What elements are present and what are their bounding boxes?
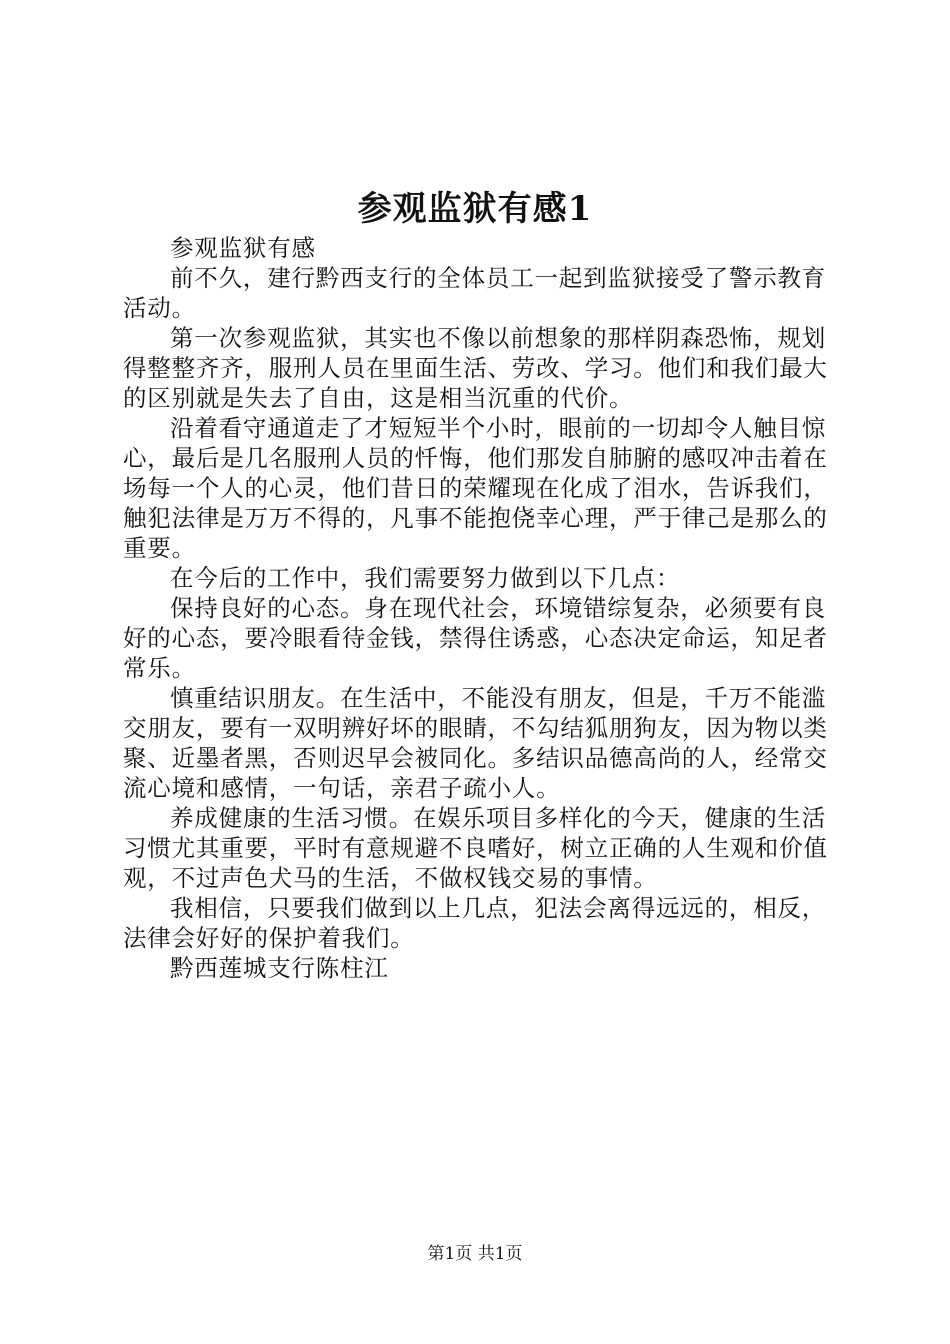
paragraph: 沿着看守通道走了才短短半个小时，眼前的一切却令人触目惊心，最后是几名服刑人员的忏悔，他们那发自肺腑的感叹冲击着在场每一个人的心灵，他们昔日的荣耀现在化成了泪水，告诉我们，触犯法律是万万不得的，凡事不能抱侥幸心理，严于律己是那么的重要。 bbox=[123, 414, 828, 562]
paragraph: 前不久，建行黔西支行的全体员工一起到监狱接受了警示教育活动。 bbox=[123, 264, 827, 322]
paragraph: 我相信，只要我们做到以上几点，犯法会离得远远的，相反，法律会好好的保护着我们。 bbox=[123, 894, 827, 952]
paragraph: 在今后的工作中，我们需要努力做到以下几点： bbox=[170, 564, 681, 592]
document-body bbox=[123, 233, 838, 983]
paragraph: 保持良好的心态。身在现代社会，环境错综复杂，必须要有良好的心态，要冷眼看待金钱，禁得住诱惑，心态决定命运，知足者常乐。 bbox=[123, 594, 828, 682]
paragraph: 慎重结识朋友。在生活中，不能没有朋友，但是，千万不能滥交朋友，要有一双明辨好坏的眼睛，不勾结狐朋狗友，因为物以类聚、近墨者黑，否则迟早会被同化。多结识品德高尚的人，经常交流心境和感情，一句话，亲君子疏小人。 bbox=[123, 684, 828, 802]
document-title: 参观监狱有感1 bbox=[357, 189, 593, 229]
signature: 黔西莲城支行陈柱江 bbox=[170, 954, 389, 982]
paragraph: 养成健康的生活习惯。在娱乐项目多样化的今天，健康的生活习惯尤其重要，平时有意规避不良嗜好，树立正确的人生观和价值观，不过声色犬马的生活，不做权钱交易的事情。 bbox=[123, 804, 828, 892]
paragraph: 第一次参观监狱，其实也不像以前想象的那样阴森恐怖，规划得整整齐齐，服刑人员在里面生活、劳改、学习。他们和我们最大的区别就是失去了自由，这是相当沉重的代价。 bbox=[123, 324, 828, 412]
paragraph-heading: 参观监狱有感 bbox=[170, 234, 316, 262]
page-number-footer: 第1页 共1页 bbox=[427, 1244, 523, 1264]
